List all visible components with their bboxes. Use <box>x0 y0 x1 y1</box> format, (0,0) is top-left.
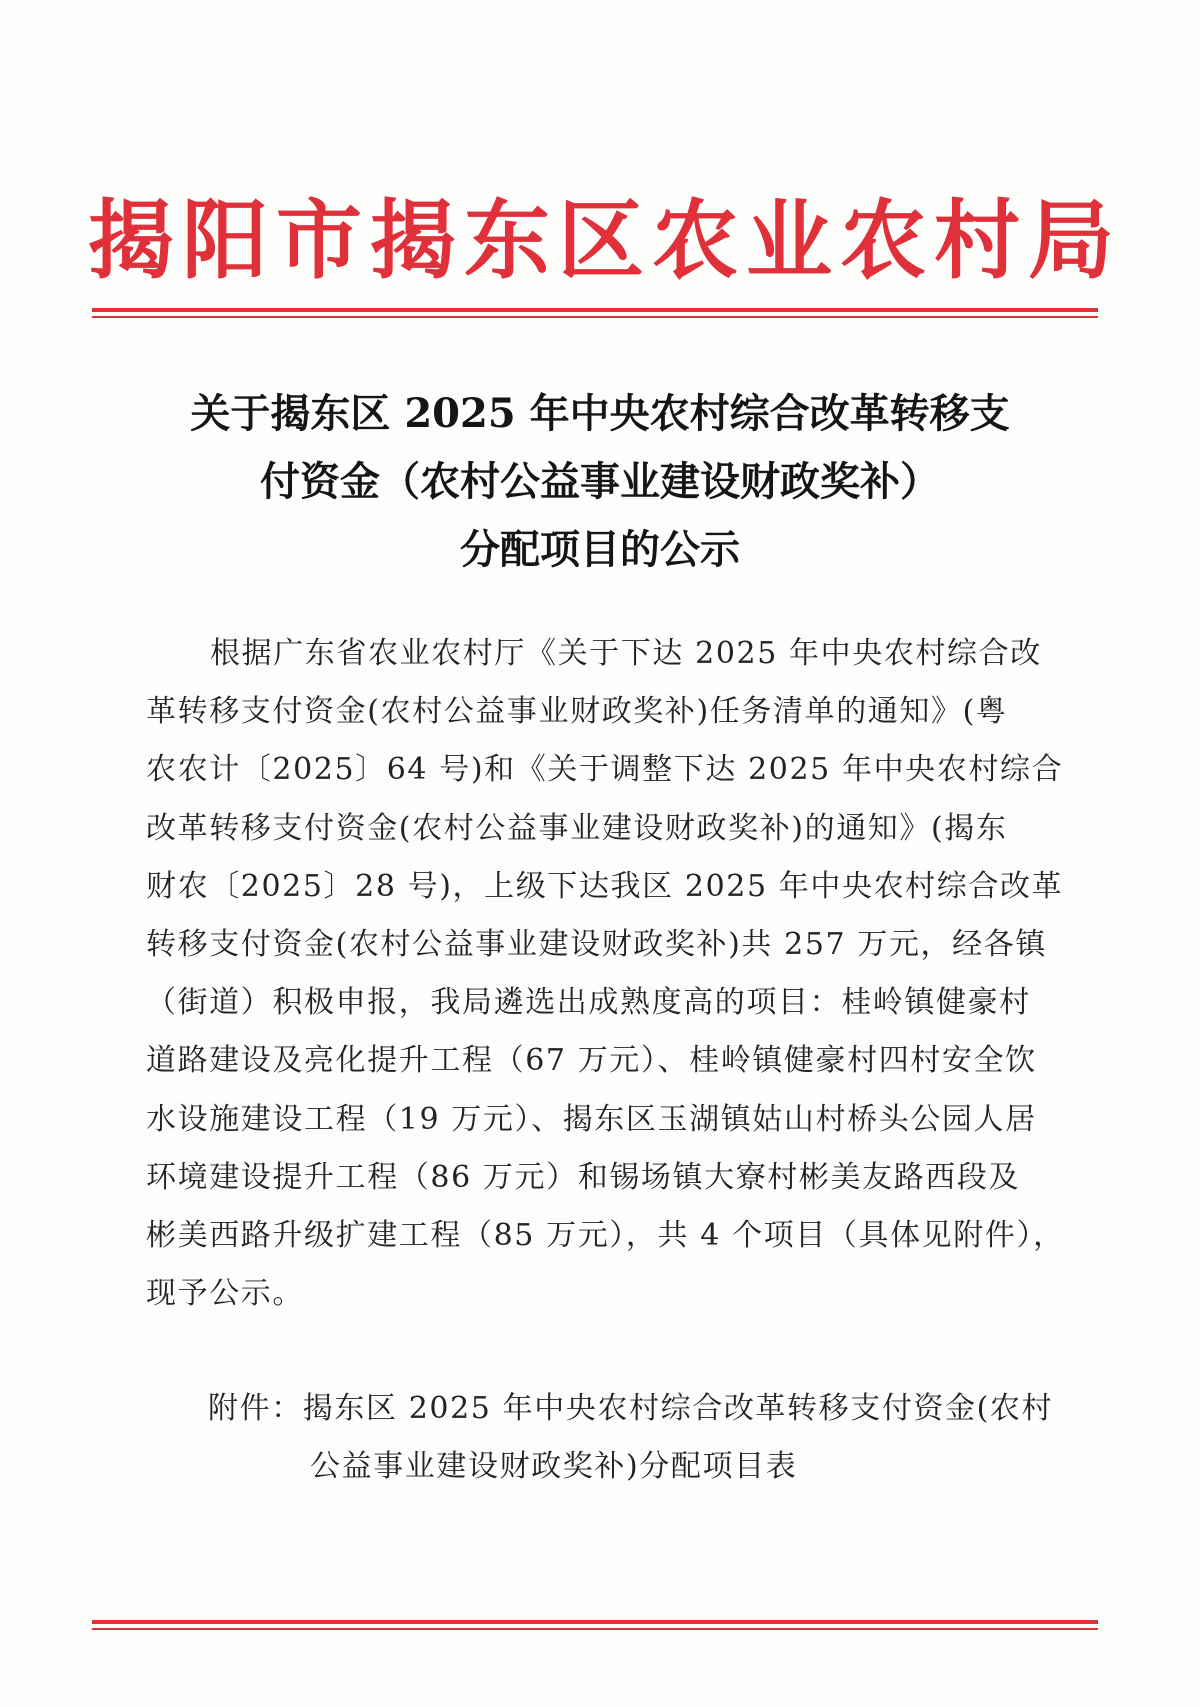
body-line: 环境建设提升工程（86 万元）和锡场镇大寮村彬美友路西段及 <box>146 1159 1021 1195</box>
body-line: 水设施建设工程（19 万元）、揭东区玉湖镇姑山村桥头公园人居 <box>146 1101 1037 1137</box>
body-line: 根据广东省农业农村厅《关于下达 2025 年中央农村综合改 <box>210 636 1042 671</box>
title-line-2: 付资金（农村公益事业建设财政奖补） <box>260 458 940 505</box>
attachment-line-1: 附件：揭东区 2025 年中央农村综合改革转移支付资金(农村 <box>208 1391 1054 1426</box>
title-line-3: 分配项目的公示 <box>460 526 740 573</box>
attachment-line-2: 公益事业建设财政奖补)分配项目表 <box>310 1449 798 1484</box>
body-line: 农农计〔2025〕64 号)和《关于调整下达 2025 年中央农村综合 <box>146 752 1064 788</box>
header-rule-thick <box>92 308 1098 312</box>
body-line: 革转移支付资金(农村公益事业财政奖补)任务清单的通知》(粤 <box>146 694 1008 730</box>
title-line-1: 关于揭东区 2025 年中央农村综合改革转移支 <box>190 390 1010 437</box>
body-line: 财农〔2025〕28 号)，上级下达我区 2025 年中央农村综合改革 <box>146 868 1064 904</box>
body-line: 改革转移支付资金(农村公益事业建设财政奖补)的通知》(揭东 <box>146 810 1008 846</box>
org-header-title: 揭阳市揭东区农业农村局 <box>88 191 1122 291</box>
footer-rule-thick <box>92 1620 1098 1624</box>
document-title <box>150 380 1050 584</box>
body-line: 转移支付资金(农村公益事业建设财政奖补)共 257 万元，经各镇 <box>146 927 1047 963</box>
body-paragraph <box>146 625 1066 1323</box>
footer-red-rule <box>92 1620 1098 1630</box>
body-line: 现予公示。 <box>146 1276 304 1312</box>
body-line: 道路建设及亮化提升工程（67 万元）、桂岭镇健豪村四村安全饮 <box>146 1043 1037 1079</box>
header-rule-thin <box>92 316 1098 318</box>
header-red-rule <box>92 308 1098 318</box>
body-line: 彬美西路升级扩建工程（85 万元），共 4 个项目（具体见附件）， <box>146 1218 1065 1254</box>
attachment-note <box>208 1380 1088 1496</box>
body-line: （街道）积极申报，我局遴选出成熟度高的项目：桂岭镇健豪村 <box>146 985 1031 1021</box>
footer-rule-thin <box>92 1628 1098 1630</box>
